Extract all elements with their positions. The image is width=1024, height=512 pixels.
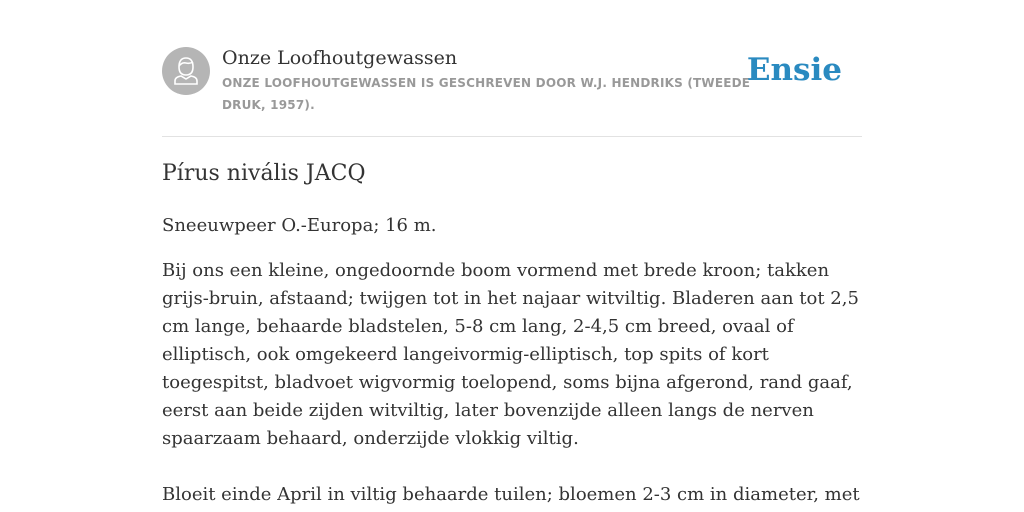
article-title: Pírus nivális JACQ	[162, 161, 366, 186]
book-title[interactable]: Onze Loofhoutgewassen	[222, 47, 458, 69]
article-paragraph: Sneeuwpeer O.-Europa; 16 m.	[162, 215, 437, 236]
article-paragraph: Bloeit einde April in viltig behaarde tuilen; bloemen 2-3 cm in diameter, met	[162, 484, 860, 505]
article-paragraph: Bij ons een kleine, ongedoornde boom vormend met brede kroon; takken grijs-bruin, afstaand; twijgen tot in het najaar witviltig. Bladeren aan tot 2,5 cm lange, behaarde bladstelen, 5-8 cm lang, 2-4,5 cm breed, ovaal of elliptisch, ook omgekeerd langeivormig-elliptisch, top spits of kort toegespitst, bladvoet wigvormig toelopend, soms bijna afgerond, rand gaaf, eerst aan beide zijden witviltig, later bovenzijde alleen langs de nerven spaarzaam behaard, onderzijde vlokkig viltig.	[162, 260, 859, 449]
book-description: ONZE LOOFHOUTGEWASSEN IS GESCHREVEN DOOR W.J. HENDRIKS (TWEEDE DRUK, 1957).	[222, 76, 751, 112]
user-avatar-icon	[162, 47, 210, 95]
ensie-logo-link[interactable]: Ensie	[746, 52, 842, 88]
article	[162, 158, 862, 509]
book-header	[162, 46, 862, 137]
